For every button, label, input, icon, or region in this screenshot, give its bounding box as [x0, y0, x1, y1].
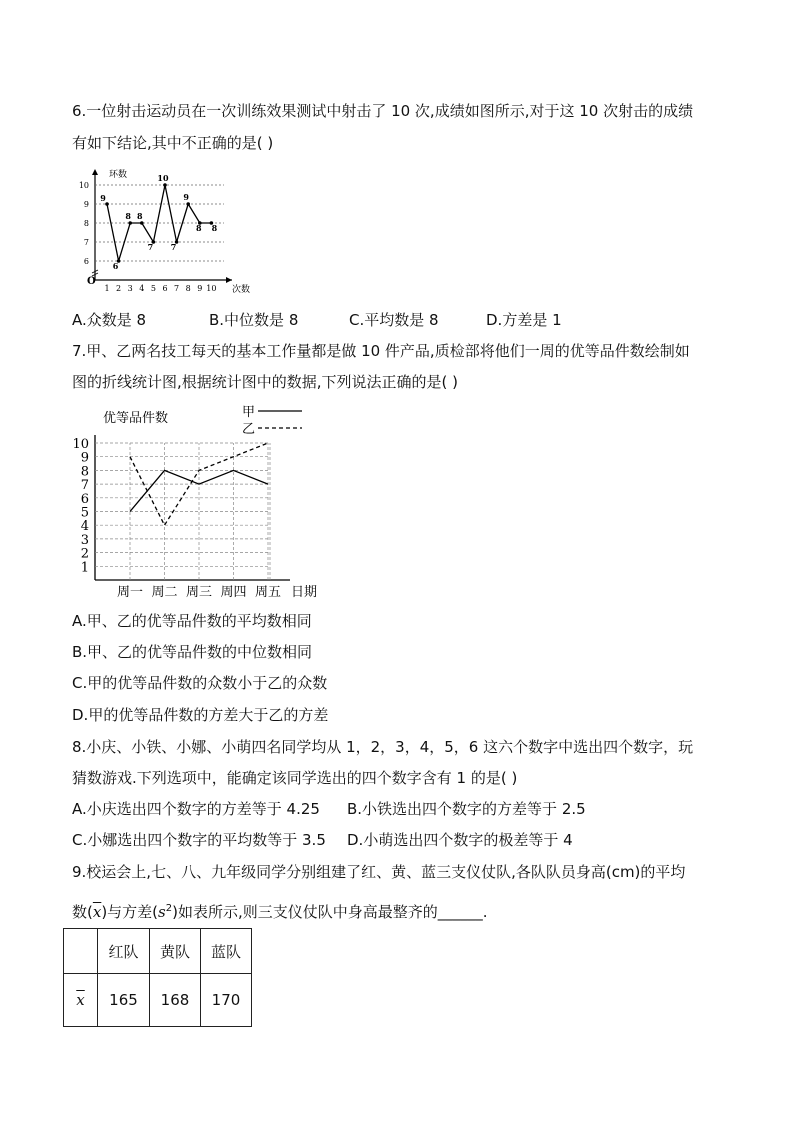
score-point-label: 7 [147, 242, 154, 252]
q7-option-c: C.甲的优等品件数的众数小于乙的众数 [72, 674, 328, 692]
q8-option-b: B.小铁选出四个数字的方差等于 2.5 [347, 800, 586, 818]
y-tick-label: 7 [83, 238, 89, 247]
legend-label-jia: 甲 [242, 405, 256, 420]
q7-option-a: A.甲、乙的优等品件数的平均数相同 [72, 612, 312, 630]
table-header-yellow-team: 黄队 [150, 929, 201, 974]
y-tick-label: 6 [80, 491, 89, 507]
y-tick-label: 6 [83, 257, 89, 266]
q9-stem-line1: 9.校运会上,七、八、九年级同学分别组建了红、黄、蓝三支仪仗队,各队队员身高(cm)的平均 [72, 863, 686, 881]
y-tick-label: 4 [80, 519, 89, 535]
x-axis-arrow [226, 277, 232, 283]
x-tick-label: 7 [174, 284, 180, 293]
q9-text-c: )如表所示,则三支仪仗队中身高最整齐的 [172, 903, 438, 921]
y-tick-label: 1 [80, 560, 89, 576]
x-tick-label: 周三 [185, 585, 213, 600]
q9-xbar-symbol: $\overline{x}$ [92, 903, 102, 921]
table-xbar-symbol: $\overline{x}$ [76, 991, 85, 1009]
x-tick-label: 9 [197, 284, 203, 293]
y-tick-label: 7 [80, 478, 89, 494]
score-point [163, 183, 167, 187]
x-tick-label: 周一 [116, 585, 144, 600]
x-tick-label: 10 [206, 284, 217, 293]
series-jia-line [130, 470, 268, 511]
score-point-label: 10 [157, 173, 169, 183]
y-axis-arrow [92, 169, 98, 175]
q7-stem-line2: 图的折线统计图,根据统计图中的数据,下列说法正确的是( ) [72, 373, 459, 391]
x-tick-label: 2 [116, 284, 122, 293]
q8-stem-line2: 猜数游戏.下列选项中，能确定该同学选出的四个数字含有 1 的是( ) [72, 769, 518, 787]
q6-option-c: C.平均数是 8 [349, 311, 439, 329]
x-tick-label: 1 [104, 284, 110, 293]
legend-label-yi: 乙 [242, 422, 256, 437]
y-tick-label: 2 [80, 546, 89, 562]
q7-option-b: B.甲、乙的优等品件数的中位数相同 [72, 643, 313, 661]
q7-quality-chart [70, 400, 340, 602]
q9-height-table [63, 928, 252, 1027]
x-tick-label: 周二 [151, 585, 178, 600]
y-tick-label: 8 [83, 219, 89, 228]
x-tick-label: 周四 [220, 585, 247, 600]
q6-option-a: A.众数是 8 [72, 311, 147, 329]
q6-score-chart [78, 165, 262, 297]
score-point-label: 8 [211, 223, 218, 233]
q8-option-a: A.小庆选出四个数字的方差等于 4.25 [72, 800, 320, 818]
q9-s-exponent: 2 [165, 903, 173, 914]
x-axis-title: 次数 [232, 285, 251, 295]
q6-option-d: D.方差是 1 [486, 311, 562, 329]
score-point-label: 7 [170, 242, 177, 252]
q7-stem-line1: 7.甲、乙两名技工每天的基本工作量都是做 10 件产品,质检部将他们一周的优等品件数绘制如 [72, 342, 690, 360]
x-tick-label: 6 [162, 284, 168, 293]
table-header-red-team: 红队 [98, 929, 150, 974]
q8-option-c: C.小娜选出四个数字的平均数等于 3.5 [72, 831, 326, 849]
q9-s-symbol: s [158, 903, 166, 921]
y-axis-title: 优等品件数 [103, 411, 169, 426]
score-point [128, 221, 132, 225]
x-tick-label: 4 [139, 284, 145, 293]
q6-stem-line2: 有如下结论,其中不正确的是( ) [72, 134, 274, 152]
x-tick-label: 5 [150, 284, 156, 293]
score-point [140, 221, 144, 225]
score-point-label: 8 [196, 223, 202, 233]
x-axis-title: 日期 [291, 585, 318, 600]
q9-answer-blank: ______. [437, 903, 488, 921]
y-tick-label: 5 [80, 505, 89, 521]
table-row [64, 974, 252, 1027]
y-axis-title: 环数 [109, 170, 128, 180]
score-point-label: 9 [100, 193, 106, 203]
q9-stem-line2 [72, 899, 488, 922]
table-header-empty [64, 929, 98, 974]
table-cell-red: 165 [98, 974, 150, 1027]
origin-label: O [87, 276, 96, 287]
q8-option-d: D.小萌选出四个数字的极差等于 4 [347, 831, 573, 849]
q6-stem-line1: 6.一位射击运动员在一次训练效果测试中射击了 10 次,成绩如图所示,对于这 10 次射击的成绩 [72, 102, 694, 120]
q9-text-a: 数( [72, 903, 93, 921]
y-tick-label: 8 [80, 464, 89, 480]
score-point-label: 9 [183, 192, 189, 202]
x-tick-label: 周五 [254, 585, 282, 600]
score-point-label: 8 [125, 211, 131, 221]
y-tick-label: 3 [80, 532, 89, 548]
table-row-label-xbar [64, 974, 98, 1027]
table-cell-yellow: 168 [150, 974, 201, 1027]
y-tick-label: 9 [80, 450, 89, 466]
table-cell-blue: 170 [201, 974, 252, 1027]
score-point-label: 8 [137, 211, 143, 221]
q7-option-d: D.甲的优等品件数的方差大于乙的方差 [72, 706, 329, 724]
q8-stem-line1: 8.小庆、小铁、小娜、小萌四名同学均从 1，2，3，4，5，6 这六个数字中选出四个数字，玩 [72, 738, 694, 756]
table-header-blue-team: 蓝队 [201, 929, 252, 974]
score-point-label: 6 [112, 261, 119, 271]
table-row [64, 929, 252, 974]
y-tick-label: 10 [78, 181, 89, 190]
x-tick-label: 3 [127, 284, 133, 293]
x-tick-label: 8 [185, 284, 191, 293]
y-tick-label: 10 [72, 437, 89, 452]
q9-text-b: )与方差( [101, 903, 159, 921]
q6-option-b: B.中位数是 8 [209, 311, 299, 329]
score-point [186, 202, 190, 206]
y-tick-label: 9 [83, 200, 89, 209]
